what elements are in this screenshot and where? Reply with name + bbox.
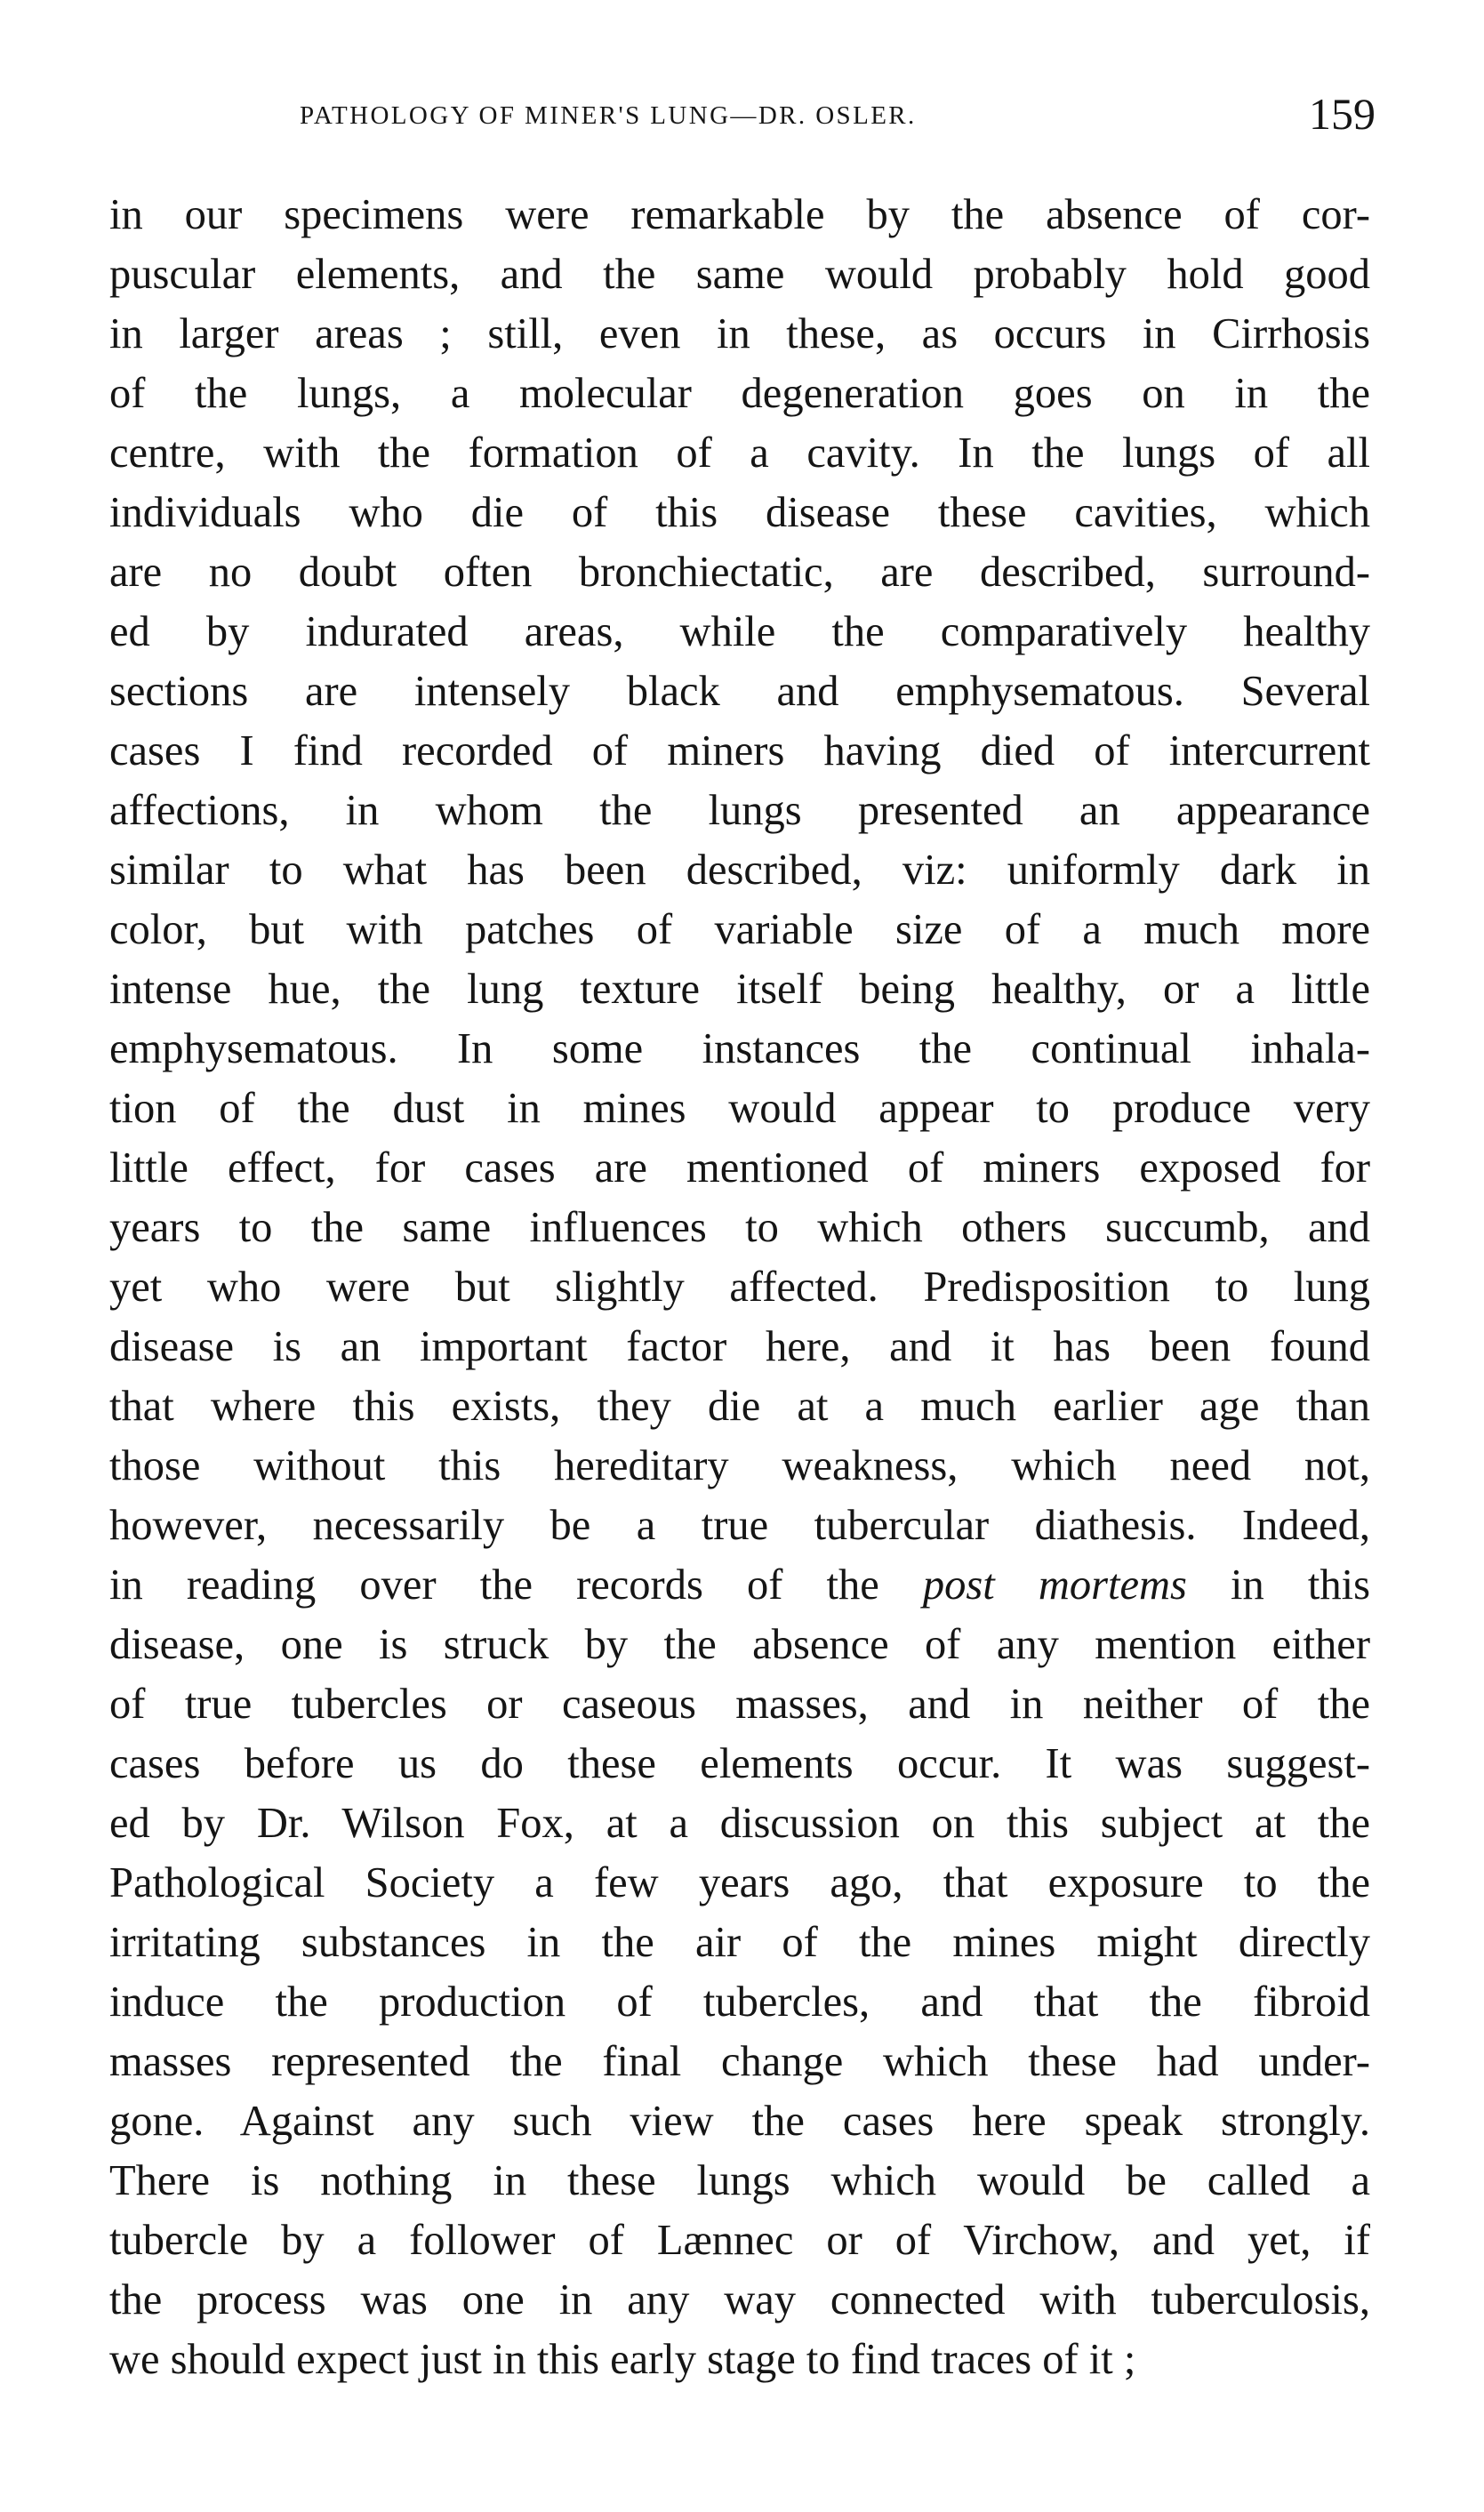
text-line: There is nothing in these lungs which would be called a — [109, 2157, 1370, 2204]
text-line: ed by Dr. Wilson Fox, at a discussion on this subject at the — [109, 1800, 1370, 1847]
text-line: individuals who die of this disease these cavities, which — [109, 489, 1370, 536]
text-line: sections are intensely black and emphysematous. Several — [109, 668, 1370, 715]
text-line: disease, one is struck by the absence of any mention either — [109, 1621, 1370, 1668]
text-line: however, necessarily be a true tubercular diathesis. Indeed, — [109, 1502, 1370, 1549]
text-line-with-italic — [109, 1555, 1370, 1615]
text-line: irritating substances in the air of the mines might directly — [109, 1919, 1370, 1966]
text-line: years to the same influences to which others succumb, and — [109, 1204, 1370, 1251]
text-line: disease is an important factor here, and it has been found — [109, 1323, 1370, 1370]
text-line: puscular elements, and the same would probably hold good — [109, 251, 1370, 298]
text-line: intense hue, the lung texture itself being healthy, or a little — [109, 966, 1370, 1013]
text-line: little effect, for cases are mentioned of miners exposed for — [109, 1144, 1370, 1192]
text-line: Pathological Society a few years ago, that exposure to the — [109, 1859, 1370, 1906]
text-segment: in this — [1186, 1561, 1370, 1609]
text-line: tubercle by a follower of Lænnec or of Virchow, and yet, if — [109, 2217, 1370, 2264]
text-line: induce the production of tubercles, and that the fibroid — [109, 1978, 1370, 2026]
text-line: of the lungs, a molecular degeneration goes on in the — [109, 370, 1370, 417]
text-line: those without this hereditary weakness, which need not, — [109, 1442, 1370, 1489]
text-line: we should expect just in this early stage to find traces of it ; — [109, 2336, 1136, 2383]
text-line: color, but with patches of variable size of a much more — [109, 906, 1370, 953]
text-line: are no doubt often bronchiectatic, are described, surround- — [109, 549, 1370, 596]
text-line: masses represented the final change which these had under- — [109, 2038, 1370, 2085]
text-line: cases I find recorded of miners having died of intercurrent — [109, 727, 1370, 774]
text-line: tion of the dust in mines would appear to produce very — [109, 1085, 1370, 1132]
text-line: in larger areas ; still, even in these, as occurs in Cirrhosis — [109, 310, 1370, 357]
text-line: yet who were but slightly affected. Predisposition to lung — [109, 1264, 1370, 1311]
text-line: centre, with the formation of a cavity. In the lungs of all — [109, 429, 1370, 477]
page-number: 159 — [1309, 89, 1376, 139]
text-line: in our specimens were remarkable by the absence of cor- — [109, 191, 1370, 238]
text-line: cases before us do these elements occur. It was suggest- — [109, 1740, 1370, 1787]
text-line: similar to what has been described, viz: uniformly dark in — [109, 847, 1370, 894]
text-line: the process was one in any way connected with tuberculosis, — [109, 2276, 1370, 2323]
text-line: of true tubercles or caseous masses, and in neither of the — [109, 1681, 1370, 1728]
text-line: gone. Against any such view the cases here speak strongly. — [109, 2098, 1370, 2145]
running-title: PATHOLOGY OF MINER'S LUNG—DR. OSLER. — [300, 101, 917, 130]
text-segment: in reading over the records of the — [109, 1561, 923, 1609]
text-line: that where this exists, they die at a much earlier age than — [109, 1383, 1370, 1430]
running-head — [109, 85, 1376, 148]
text-line: emphysematous. In some instances the continual inhala- — [109, 1025, 1370, 1072]
italic-phrase: post mortems — [922, 1561, 1187, 1609]
body-text — [109, 185, 1370, 2389]
text-line: ed by indurated areas, while the comparatively healthy — [109, 608, 1370, 655]
text-line: affections, in whom the lungs presented an appearance — [109, 787, 1370, 834]
